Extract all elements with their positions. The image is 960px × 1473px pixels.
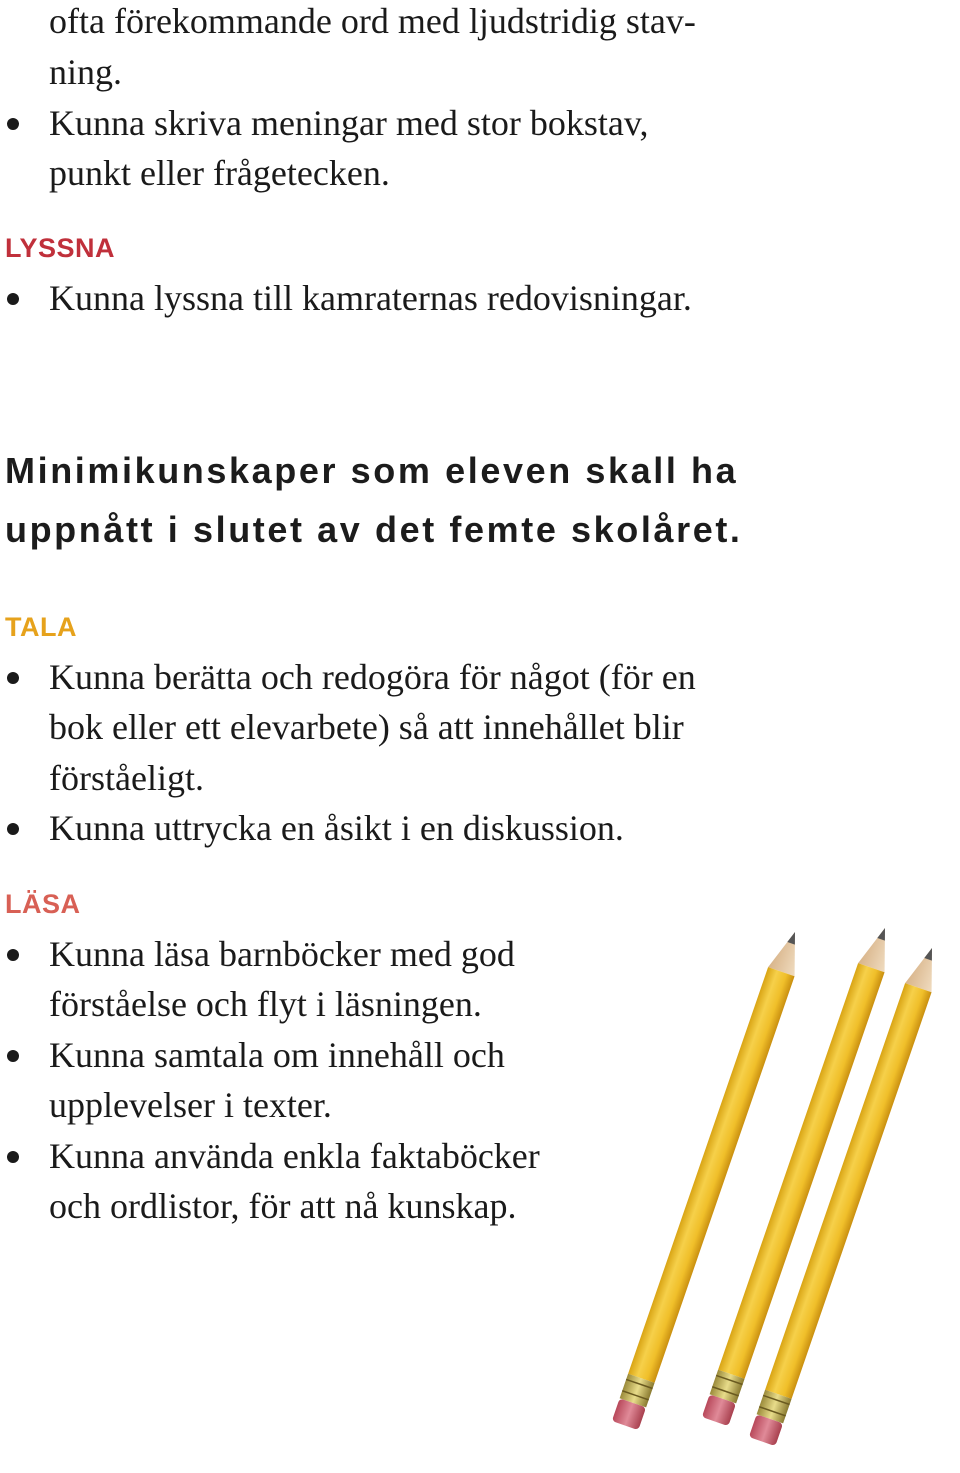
list-item-line: Kunna berätta och redogöra för något (för en — [49, 657, 696, 697]
list-item-line: och ordlistor, för att nå kunskap. — [49, 1186, 517, 1226]
list-line: punkt eller frågetecken. — [49, 153, 390, 193]
list-item-line: upplevelser i texter. — [49, 1085, 332, 1125]
bullet-icon — [7, 118, 19, 130]
list-item: Kunna lyssna till kamraternas redovisningar. — [49, 278, 692, 318]
bullet-icon — [7, 293, 19, 305]
heading-line-1: Minimikunskaper som eleven skall ha — [5, 450, 739, 491]
bullet-icon — [7, 823, 19, 835]
list-item-line: Kunna samtala om innehåll och — [49, 1035, 505, 1075]
list-item-line: Kunna uttrycka en åsikt i en diskussion. — [49, 808, 624, 848]
list-item-line: förståelse och flyt i läsningen. — [49, 984, 482, 1024]
list-item-line: Kunna använda enkla faktaböcker — [49, 1136, 540, 1176]
list-item-line: bok eller ett elevarbete) så att innehållet blir — [49, 707, 684, 747]
bullet-icon — [7, 672, 19, 684]
list-item-line: förståeligt. — [49, 758, 204, 798]
list-line: ning. — [49, 52, 123, 92]
list-item-line: Kunna läsa barnböcker med god — [49, 934, 515, 974]
list-line: ofta förekommande ord med ljudstridig stav- — [49, 1, 696, 41]
bullet-icon — [7, 1050, 19, 1062]
pencils-icon — [560, 910, 960, 1473]
list-line: Kunna skriva meningar med stor bokstav, — [49, 103, 649, 143]
section-label-lyssna: LYSSNA — [5, 233, 116, 263]
bullet-icon — [7, 1151, 19, 1163]
heading-line-2: uppnått i slutet av det femte skolåret. — [5, 509, 743, 550]
section-label-tala: TALA — [5, 612, 77, 642]
bullet-icon — [7, 949, 19, 961]
section-label-lasa: LÄSA — [5, 889, 81, 919]
